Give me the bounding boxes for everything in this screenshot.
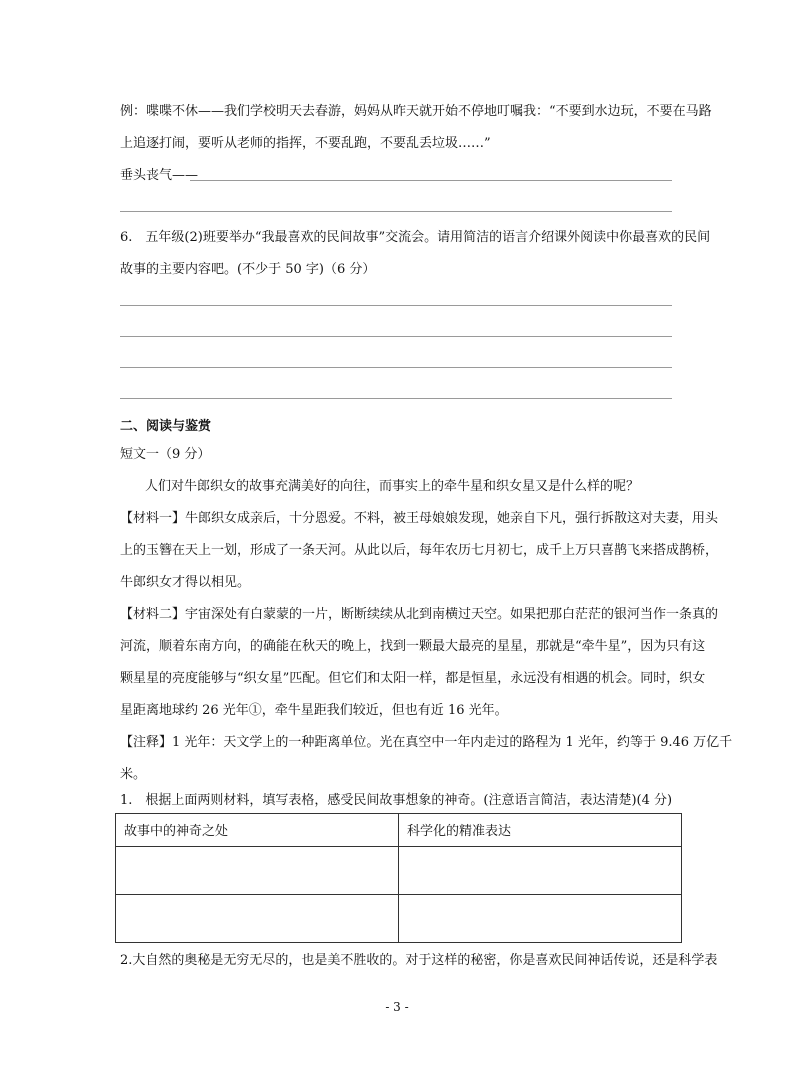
answer-line[interactable] (190, 180, 672, 181)
answer-cell[interactable] (399, 847, 682, 895)
passage-intro: 人们对牛郎织女的故事充满美好的向往，而事实上的牵牛星和织女星又是什么样的呢？ (145, 479, 640, 494)
question-2: 2.大自然的奥秘是无穷无尽的，也是美不胜收的。对于这样的秘密，你是喜欢民间神话传说，还是科学表 (120, 953, 718, 968)
table-header-cell: 科学化的精准表达 (399, 814, 682, 847)
material-2-line-4: 星距离地球约 26 光年①，牵牛星距我们较近，但也有近 16 光年。 (120, 703, 508, 718)
question-6-line-2: 故事的主要内容吧。(不少于 50 字)（6 分） (120, 262, 376, 277)
material-1-line-1: 【材料一】牛郎织女成亲后，十分恩爱。不料，被王母娘娘发现，她亲自下凡，强行拆散这对夫妻，用头 (120, 511, 719, 526)
example-line-2: 上追逐打闹，要听从老师的指挥，不要乱跑，不要乱丢垃圾……” (120, 136, 491, 151)
table-row (116, 847, 682, 895)
dejected-label: 垂头丧气—— (120, 168, 199, 183)
page-number: - 3 - (385, 1000, 409, 1014)
material-2-line-2: 河流，顺着东南方向，的确能在秋天的晚上，找到一颗最大最亮的星星，那就是“牵牛星”，因为只有这 (120, 639, 706, 654)
question-6-line-1: 6. 五年级(2)班要举办“我最喜欢的民间故事”交流会。请用简洁的语言介绍课外阅读中你最喜欢的民间 (120, 230, 711, 245)
comparison-table (115, 813, 682, 943)
answer-line[interactable] (120, 336, 672, 337)
answer-line[interactable] (120, 398, 672, 399)
note-line-1: 【注释】1 光年：天文学上的一种距离单位。光在真空中一年内走过的路程为 1 光年，约等于 9.46 万亿千 (120, 735, 733, 750)
material-2-line-1: 【材料二】宇宙深处有白蒙蒙的一片，断断续续从北到南横过天空。如果把那白茫茫的银河当作一条真的 (120, 607, 719, 622)
material-1-line-2: 上的玉簪在天上一划，形成了一条天河。从此以后，每年农历七月初七，成千上万只喜鹊飞来搭成鹊桥， (120, 543, 719, 558)
answer-cell[interactable] (399, 895, 682, 943)
material-1-line-3: 牛郎织女才得以相见。 (120, 575, 251, 590)
answer-line[interactable] (120, 305, 672, 306)
question-1: 1. 根据上面两则材料，填写表格，感受民间故事想象的神奇。(注意语言简洁，表达清楚)(4 分) (120, 793, 673, 808)
passage-label: 短文一（9 分） (120, 447, 211, 462)
answer-cell[interactable] (116, 895, 399, 943)
answer-cell[interactable] (116, 847, 399, 895)
table-row (116, 895, 682, 943)
table-header-row (116, 814, 682, 847)
answer-line[interactable] (120, 211, 672, 212)
section-title: 二、阅读与鉴赏 (120, 419, 212, 434)
answer-line[interactable] (120, 367, 672, 368)
material-2-line-3: 颗星星的亮度能够与“织女星”匹配。但它们和太阳一样，都是恒星，永远没有相遇的机会。同时，织女 (120, 671, 706, 686)
example-line-1: 例：喋喋不休——我们学校明天去春游，妈妈从昨天就开始不停地叮嘱我：“不要到水边玩，不要在马路 (120, 104, 712, 119)
note-line-2: 米。 (120, 767, 147, 782)
table-header-cell: 故事中的神奇之处 (116, 814, 399, 847)
